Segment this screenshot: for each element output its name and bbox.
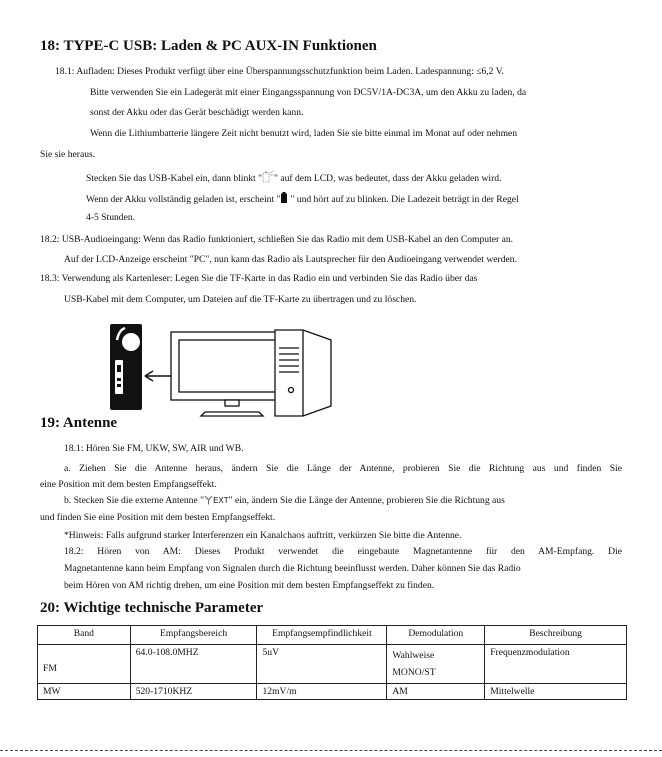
column-header-demodulation: Demodulation (387, 626, 485, 645)
demod-line-1: Wahlweise (392, 650, 435, 661)
radio-to-computer-illustration (105, 318, 390, 418)
s18-line-6-end: " auf dem LCD, was bedeutet, dass der Akku geladen wird. (274, 173, 502, 184)
ext-icon-label: EXT (213, 496, 229, 505)
column-header-description: Beschreibung (485, 626, 627, 645)
cell-description: Mittelwelle (485, 684, 627, 700)
s18-line-7 (86, 191, 519, 206)
s19-line-7: 18.2: Hören von AM: Dieses Produkt verwendet die eingebaute Magnetantenne für den AM-Empfang. Die (64, 546, 622, 557)
s18-line-12: USB-Kabel mit dem Computer, um Dateien auf die TF-Karte zu übertragen und zu löschen. (64, 294, 417, 305)
full-battery-icon (280, 191, 290, 204)
s18-line-11: 18.3: Verwendung als Kartenleser: Legen Sie die TF-Karte in das Radio ein und verbinden Sie das Radio über das (40, 273, 478, 284)
cell-sensitivity: 12mV/m (257, 684, 387, 700)
cell-band: MW (38, 684, 131, 700)
radio-icon (110, 324, 142, 410)
charging-battery-icon (262, 170, 274, 183)
s18-line-3: sonst der Akku oder das Gerät beschädigt werden kann. (90, 107, 304, 118)
section-20-heading: 20: Wichtige technische Parameter (40, 600, 264, 616)
cell-sensitivity: 5uV (257, 645, 387, 684)
section-19-heading: 19: Antenne (40, 415, 118, 431)
s18-line-1: 18.1: Aufladen: Dieses Produkt verfügt über eine Überspannungsschutzfunktion beim Laden. Ladespannung: ≤6,2 V. (55, 66, 504, 77)
s19-line-3: eine Position mit dem besten Empfangseffekt. (40, 479, 217, 490)
cell-range: 520-1710KHZ (130, 684, 257, 700)
s19-line-6: *Hinweis: Falls aufgrund starker Interferenzen ein Kanalchaos auftritt, verkürzen Sie bitte die Antenne. (64, 530, 462, 541)
demod-line-2: MONO/ST (392, 667, 436, 678)
table-header-row (38, 626, 627, 645)
cell-demodulation (387, 645, 485, 684)
s18-line-6-start: Stecken Sie das USB-Kabel ein, dann blinkt " (86, 173, 263, 184)
s19-line-4 (64, 495, 505, 507)
s18-line-10: Auf der LCD-Anzeige erscheint "PC", nun kann das Radio als Lautsprecher für den Audioeingang verwendet werden. (64, 254, 518, 265)
s19-line-5: und finden Sie eine Position mit dem besten Empfangseffekt. (40, 512, 276, 523)
computer-icon (171, 330, 331, 416)
table-row (38, 684, 627, 700)
s19-line-9: beim Hören von AM richtig drehen, um eine Position mit dem besten Empfangseffekt zu finden. (64, 580, 435, 591)
s18-line-4: Wenn die Lithiumbatterie längere Zeit nicht benutzt wird, laden Sie sie bitte einmal im Monat auf oder nehmen (90, 128, 518, 139)
table-row (38, 645, 627, 684)
s18-line-8: 4-5 Stunden. (86, 212, 136, 223)
column-header-sensitivity: Empfangsempfindlichkeit (257, 626, 387, 645)
s19-line-2: a. Ziehen Sie die Antenne heraus, ändern Sie die Länge der Antenne, probieren Sie die Richtung aus und finden Sie (64, 463, 622, 474)
s19-line-8: Magnetantenne kann beim Empfang von Signalen durch die Richtung beeinflusst werden. Daher können Sie das Radio (64, 563, 521, 574)
antenna-icon (204, 495, 213, 505)
column-header-band: Band (38, 626, 131, 645)
page-cut-line (0, 750, 662, 751)
s18-line-9: 18.2: USB-Audioeingang: Wenn das Radio funktioniert, schließen Sie das Radio mit dem USB-Kabel an den Computer an. (40, 234, 514, 245)
s18-line-6 (86, 170, 502, 185)
section-18-heading: 18: TYPE-C USB: Laden & PC AUX-IN Funktionen (40, 38, 377, 54)
cell-description: Frequenzmodulation (485, 645, 627, 684)
s18-line-5: Sie sie heraus. (40, 149, 96, 160)
cell-demodulation: AM (387, 684, 485, 700)
spec-table (37, 625, 627, 700)
s18-line-7-end: " und hört auf zu blinken. Die Ladezeit beträgt in der Regel (290, 194, 519, 205)
column-header-range: Empfangsbereich (130, 626, 257, 645)
s19-line-4-end: " ein, ändern Sie die Länge der Antenne, probieren Sie die Richtung aus (228, 495, 505, 506)
cell-band: FM (38, 645, 131, 684)
s18-line-7-start: Wenn der Akku vollständig geladen ist, erscheint " (86, 194, 281, 205)
s19-line-4-start: b. Stecken Sie die externe Antenne " (64, 495, 205, 506)
s19-line-1: 18.1: Hören Sie FM, UKW, SW, AIR und WB. (64, 443, 244, 454)
cell-range: 64.0-108.0MHZ (130, 645, 257, 684)
s18-line-2: Bitte verwenden Sie ein Ladegerät mit einer Eingangsspannung von DC5V/1A-DC3A, um den Akku zu laden, da (90, 87, 527, 98)
